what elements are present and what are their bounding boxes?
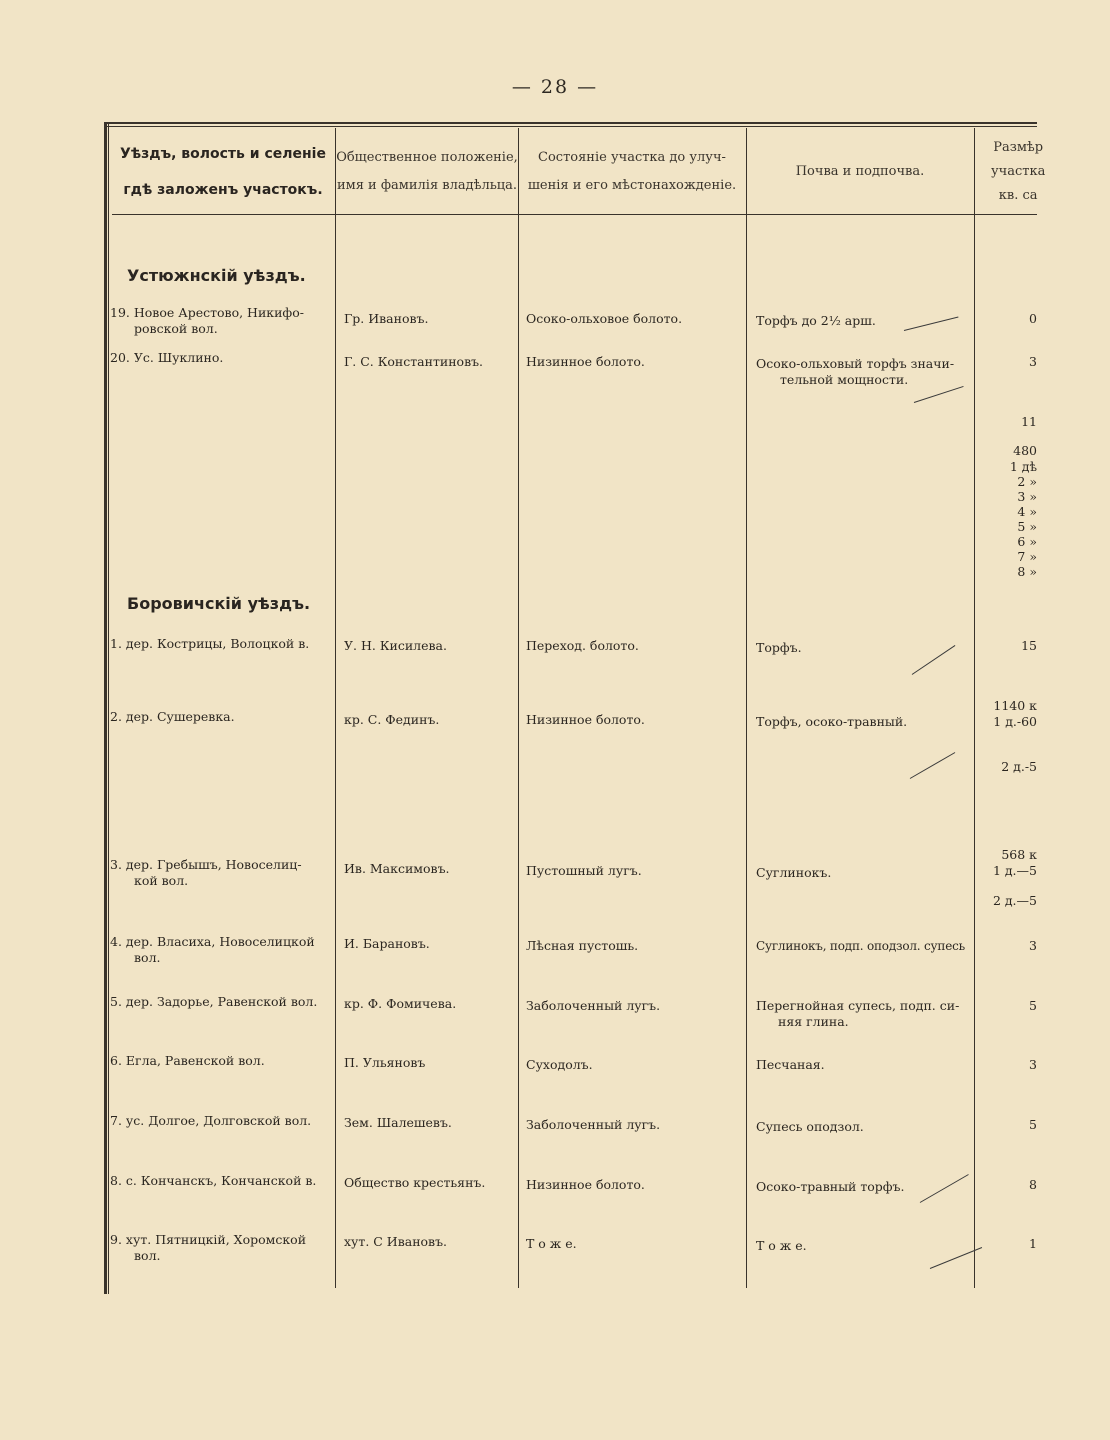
table-row-soil: Торфъ до 2½ арш. <box>756 313 876 328</box>
table-row-size: 0 <box>1029 311 1037 326</box>
table-row-owner: кр. С. Фединъ. <box>344 712 440 727</box>
table-row-size: 1 <box>1029 1236 1037 1251</box>
table-row-state: Осоко-ольховое болото. <box>526 311 683 326</box>
table-row-soil: Перегнойная супесь, подп. си- няя глина. <box>756 998 960 1029</box>
table-row-size: 3 <box>1029 354 1037 369</box>
table-row-owner: У. Н. Кисилева. <box>344 638 447 653</box>
table-left-border-inner <box>108 122 109 1294</box>
table-row-size: 15 <box>1021 638 1037 653</box>
table-row-size: 2 » <box>1017 474 1037 489</box>
table-top-border <box>104 122 1037 124</box>
table-row-state: Низинное болото. <box>526 354 645 369</box>
table-row-size: 3 <box>1029 938 1037 953</box>
table-row-soil: Супесь оподзол. <box>756 1119 864 1134</box>
table-row-state: Суходолъ. <box>526 1057 593 1072</box>
table-row-state: Низинное болото. <box>526 712 645 727</box>
table-row-state: Пустошный лугъ. <box>526 863 642 878</box>
table-row-size: 11 <box>1021 414 1037 429</box>
header-col-district: Уѣздъ, волость и селеніе гдѣ заложенъ участокъ. <box>120 146 326 198</box>
table-row-size: 3 <box>1029 1057 1037 1072</box>
table-row-soil: Торфъ. <box>756 640 802 655</box>
table-row-size: 5 » <box>1017 519 1037 534</box>
table-row-size: 8 » <box>1017 564 1037 579</box>
table-row-owner: Гр. Ивановъ. <box>344 311 429 326</box>
table-left-border <box>104 122 107 1294</box>
table-row-size: 4 » <box>1017 504 1037 519</box>
table-row-owner: И. Барановъ. <box>344 936 430 951</box>
table-row-size: 5 <box>1029 998 1037 1013</box>
table-row-place: 4. дер. Власиха, Новоселицкой вол. <box>110 934 315 965</box>
pencil-mark <box>910 752 956 779</box>
table-row-soil: Осоко-травный торфъ. <box>756 1179 905 1194</box>
table-top-border-inner <box>104 126 1037 127</box>
table-row-soil: Суглинокъ. <box>756 865 832 880</box>
section-title-ustyuzhna: Устюжнскій уѣздъ. <box>127 266 306 285</box>
table-row-soil: Суглинокъ, подп. оподзол. супесь <box>756 939 965 953</box>
header-col-size: Размѣр участка кв. са <box>991 140 1046 203</box>
pencil-mark <box>914 386 964 403</box>
table-row-size: 3 » <box>1017 489 1037 504</box>
table-row-place: 5. дер. Задорье, Равенской вол. <box>110 994 318 1009</box>
table-row-place: 19. Новое Арестово, Никифо- ровской вол. <box>110 305 304 336</box>
table-row-place: 2. дер. Сушеревка. <box>110 709 235 724</box>
column-divider-4 <box>974 128 975 1288</box>
table-row-size: 5 <box>1029 1117 1037 1132</box>
table-row-size: 1 д.-60 <box>993 714 1037 729</box>
table-row-size: 2 д.—5 <box>992 893 1037 908</box>
table-row-place: 20. Ус. Шуклино. <box>110 350 224 365</box>
table-row-owner: П. Ульяновъ <box>344 1055 426 1070</box>
table-row-state: Низинное болото. <box>526 1177 645 1192</box>
table-row-state: Т о ж е. <box>526 1236 577 1251</box>
table-row-owner: Зем. Шалешевъ. <box>344 1115 452 1130</box>
table-row-size: 2 д.-5 <box>1001 759 1037 774</box>
table-row-state: Заболоченный лугъ. <box>526 1117 661 1132</box>
table-row-soil: Т о ж е. <box>756 1238 807 1253</box>
header-col-owner: Общественное положеніе, имя и фамилія владѣльца. <box>336 150 518 193</box>
table-row-owner: Ив. Максимовъ. <box>344 861 450 876</box>
table-row-size: 6 » <box>1017 534 1037 549</box>
table-row-state: Заболоченный лугъ. <box>526 998 661 1013</box>
section-title-borovichi: Боровичскій уѣздъ. <box>127 594 311 613</box>
header-col-soil: Почва и подпочва. <box>795 164 925 179</box>
table-row-soil: Осоко-ольховый торфъ значи- тельной мощности. <box>756 356 955 387</box>
page-number: — 28 — <box>511 76 599 98</box>
table-row-size: 568 к <box>1001 847 1037 862</box>
table-row-soil: Песчаная. <box>756 1057 825 1072</box>
table-row-size: 1 дѣ <box>1009 459 1037 474</box>
table-row-soil: Торфъ, осоко-травный. <box>756 714 908 729</box>
table-row-state: Лѣсная пустошь. <box>526 938 639 953</box>
table-row-place: 8. с. Кончанскъ, Кончанской в. <box>110 1173 317 1188</box>
column-divider-1 <box>335 128 336 1288</box>
table-row-state: Переход. болото. <box>526 638 639 653</box>
table-row-size: 8 <box>1029 1177 1037 1192</box>
column-divider-3 <box>746 128 747 1288</box>
table-row-place: 3. дер. Гребышъ, Новоселиц- кой вол. <box>110 857 302 888</box>
table-row-size: 480 <box>1013 443 1037 458</box>
table-row-owner: хут. С Ивановъ. <box>344 1234 448 1249</box>
table-row-place: 7. ус. Долгое, Долговской вол. <box>110 1113 312 1128</box>
table-row-owner: Г. С. Константиновъ. <box>344 354 484 369</box>
table-row-place: 9. хут. Пятницкій, Хоромской вол. <box>110 1232 307 1263</box>
table-row-size: 7 » <box>1017 549 1037 564</box>
table-row-place: 1. дер. Кострицы, Волоцкой в. <box>110 636 310 651</box>
header-col-state: Состояніе участка до улуч- шенія и его мѣстонахожденіе. <box>527 150 737 193</box>
table-row-owner: кр. Ф. Фомичева. <box>344 996 457 1011</box>
column-divider-2 <box>518 128 519 1288</box>
table-row-owner: Общество крестьянъ. <box>344 1175 486 1190</box>
table-row-size: 1 д.—5 <box>992 863 1037 878</box>
table-row-place: 6. Егла, Равенской вол. <box>110 1053 265 1068</box>
table-row-size: 1140 к <box>993 698 1037 713</box>
